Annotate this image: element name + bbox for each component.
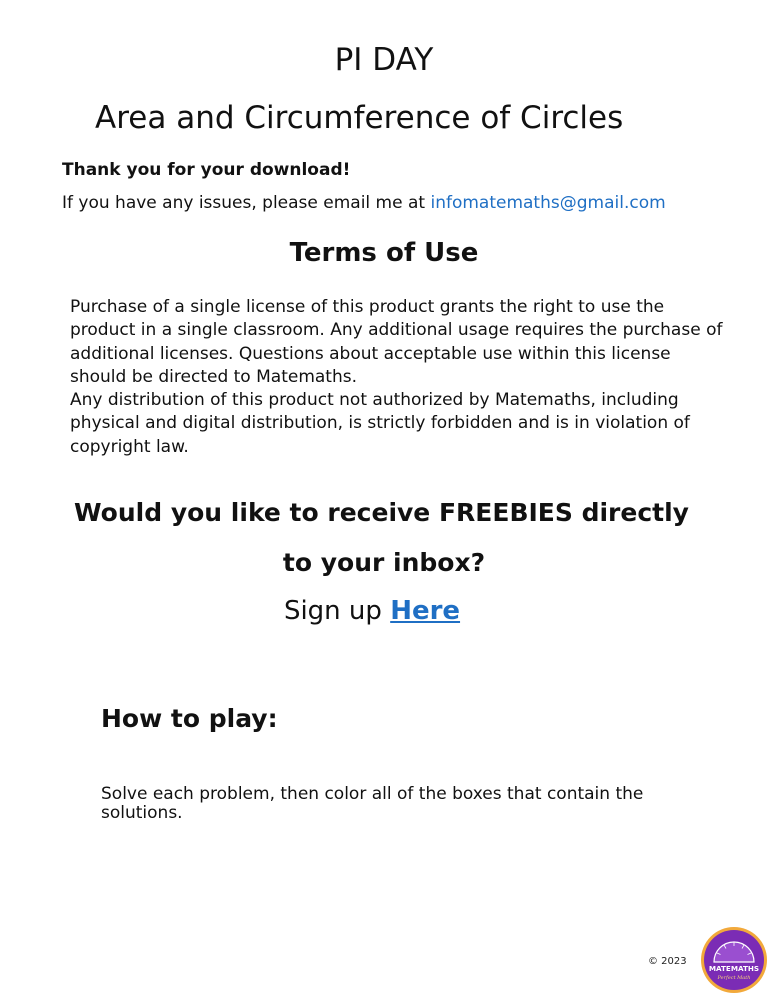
issues-message <box>62 193 666 213</box>
page-title: PI DAY <box>334 42 434 78</box>
page-subtitle: Area and Circumference of Circles <box>95 100 624 136</box>
logo-graphic <box>700 926 768 994</box>
terms-body <box>70 296 730 459</box>
logo-tagline: Perfect Math <box>717 975 751 981</box>
freebies-heading-line-1: Would you like to receive FREEBIES directly <box>74 498 689 527</box>
terms-heading: Terms of Use <box>289 238 479 268</box>
matemaths-logo <box>700 926 768 994</box>
copyright-notice: © 2023 <box>648 956 687 967</box>
how-to-play-instructions: Solve each problem, then color all of the boxes that contain the solutions. <box>101 784 644 823</box>
thanks-message: Thank you for your download! <box>62 160 351 180</box>
signup-here-link[interactable]: Here <box>390 596 461 626</box>
signup-line <box>0 596 744 626</box>
terms-paragraph-2: Any distribution of this product not authorized by Matemaths, including physical and digital distribution, is strictly forbidden and is in violation of copyright law. <box>70 390 690 457</box>
how-to-play-heading: How to play: <box>101 704 278 733</box>
email-link[interactable]: infomatemaths@gmail.com <box>430 193 666 213</box>
logo-wordmark: MATEMATHS <box>708 964 760 973</box>
freebies-heading-line-2: to your inbox? <box>282 548 486 577</box>
signup-text: Sign up <box>283 596 391 626</box>
issues-text: If you have any issues, please email me at <box>62 193 431 213</box>
terms-paragraph-1: Purchase of a single license of this product grants the right to use the product in a single classroom. Any additional usage requires the purchase of additional licenses. Questions about acceptable use within this license should be directed to Matemaths. <box>70 297 723 387</box>
